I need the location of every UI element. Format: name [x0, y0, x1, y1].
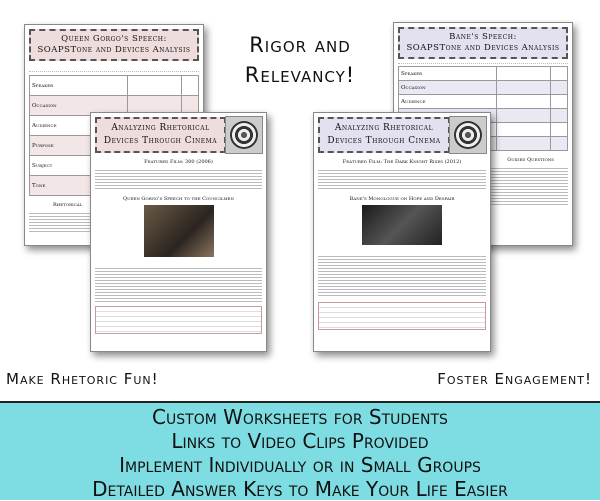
row-label: Tone — [30, 176, 128, 196]
caption-make-rhetoric-fun: Make Rhetoric Fun! — [6, 370, 159, 388]
film-still-image — [144, 205, 214, 257]
feature-banner — [0, 401, 600, 500]
sheet-title — [398, 27, 568, 59]
summary — [318, 168, 486, 190]
transcript — [95, 266, 262, 302]
sheet-title — [29, 29, 199, 61]
feature-line: Detailed Answer Keys to Make Your Life Easier — [92, 477, 508, 501]
directions — [29, 64, 199, 72]
title-line: Analyzing Rhetorical — [111, 123, 210, 133]
title-line: Queen Gorgo's Speech: — [61, 34, 167, 44]
featured-film: Featured Film: 300 (2006) — [144, 159, 213, 165]
video-link — [318, 248, 486, 252]
row-label: Audience — [30, 116, 128, 136]
row-label: Speaker — [30, 76, 128, 96]
film-reel-icon — [449, 116, 487, 154]
tagline — [215, 30, 385, 90]
row-label: Audience — [399, 95, 497, 109]
feature-line: Custom Worksheets for Students — [152, 405, 448, 429]
gorgo-cinema-sheet — [90, 112, 267, 352]
title-line: Bane's Speech: — [449, 32, 517, 42]
row-label: Occasion — [399, 81, 497, 95]
section-heading: Rhetorical — [53, 202, 83, 208]
sheet-title — [318, 117, 450, 153]
film-reel-icon — [225, 116, 263, 154]
section-heading: Guided Questions — [507, 157, 554, 163]
tagline-line: Rigor and — [249, 33, 351, 57]
film-still-image — [362, 205, 442, 245]
title-line: Devices Through Cinema — [327, 136, 441, 146]
featured-film: Featured Film: The Dark Knight Rises (2012) — [342, 159, 462, 165]
row-label: Speaker — [399, 67, 497, 81]
caption-foster-engagement: Foster Engagement! — [437, 370, 592, 388]
summary — [95, 168, 262, 190]
row-label: Purpose — [30, 136, 128, 156]
clip-title: Bane's Monologue on Hope and Despair — [349, 196, 455, 202]
feature-line: Implement Individually or in Small Groups — [119, 453, 481, 477]
directions — [398, 61, 568, 64]
annotation-key — [95, 306, 262, 334]
title-line: SOAPSTone and Devices Analysis — [406, 43, 560, 53]
transcript — [318, 254, 486, 298]
row-label: Subject — [30, 156, 128, 176]
annotation-key — [318, 302, 486, 330]
clip-title: Queen Gorgo's Speech to the Councilmen — [123, 196, 234, 202]
sheet-title — [95, 117, 226, 153]
bane-cinema-sheet — [313, 112, 491, 352]
feature-line: Links to Video Clips Provided — [171, 429, 429, 453]
tagline-line: Relevancy! — [244, 63, 356, 87]
title-line: Analyzing Rhetorical — [334, 123, 434, 133]
video-link — [95, 260, 262, 264]
row-label: Occasion — [30, 96, 128, 116]
title-line: SOAPSTone and Devices Analysis — [37, 45, 191, 55]
title-line: Devices Through Cinema — [103, 136, 218, 146]
